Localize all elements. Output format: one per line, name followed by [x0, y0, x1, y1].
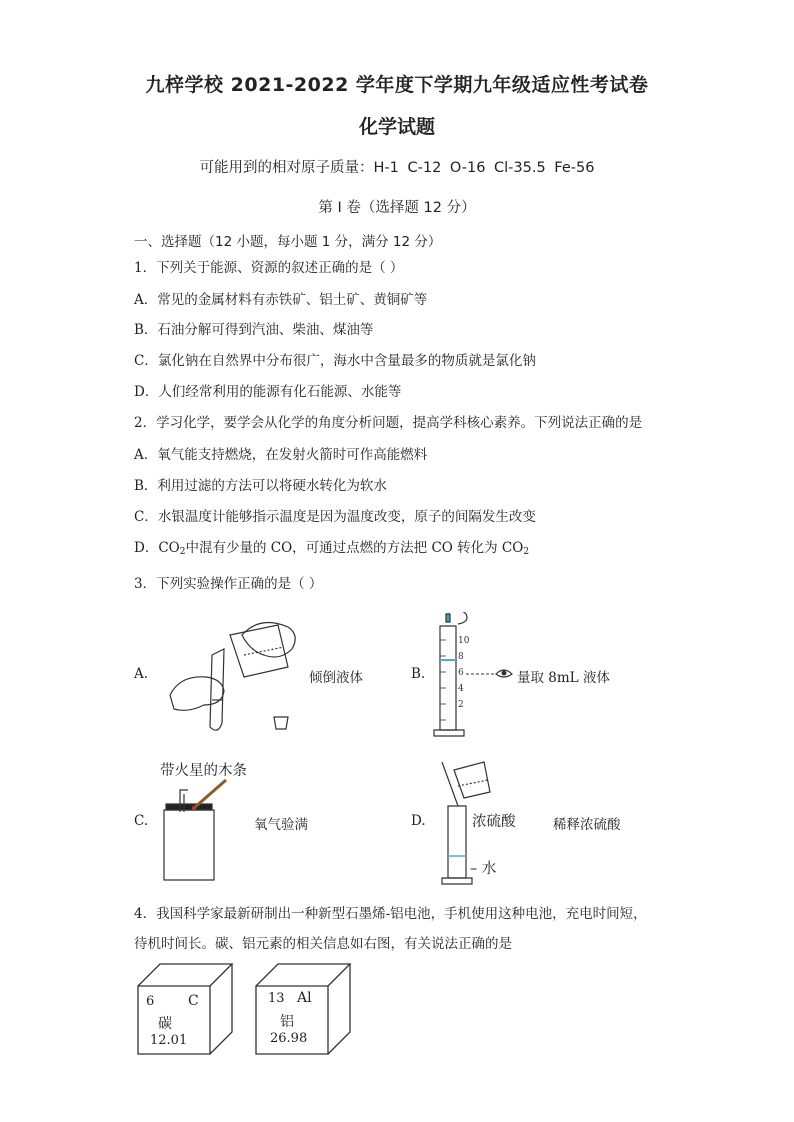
upper-hand — [242, 623, 295, 658]
q2-stem: 2．学习化学，要学会从化学的角度分析问题，提高学科核心素养。下列说法正确的是 — [134, 415, 643, 431]
exam-title: 九梓学校 2021-2022 学年度下学期九年级适应性考试卷 — [145, 74, 649, 96]
q3-fig-d-label: D. — [411, 813, 426, 829]
dropper — [446, 614, 450, 622]
q4-stem-line2: 待机时间长。碳、铝元素的相关信息如右图，有关说法正确的是 — [134, 936, 512, 952]
beaker — [230, 625, 288, 677]
part-heading: 第 I 卷（选择题 12 分） — [318, 200, 476, 216]
glass-rod — [442, 762, 458, 806]
q1-stem: 1．下列关于能源、资源的叙述正确的是（ ） — [134, 260, 404, 276]
cylinder-base — [434, 730, 464, 736]
section-heading: 一、选择题（12 小题，每小题 1 分，满分 12 分） — [134, 234, 442, 250]
q2-option-c: C．水银温度计能够指示温度是因为温度改变，原子的间隔发生改变 — [134, 509, 536, 525]
carbon-mass: 12.01 — [150, 1033, 188, 1048]
q2-option-d — [134, 536, 529, 557]
acid-label: 浓硫酸 — [472, 814, 516, 830]
water-label: – 水 — [470, 861, 497, 877]
cylinder — [448, 806, 466, 878]
carbon-name: 碳 — [158, 1016, 172, 1032]
q2-option-a: A．氧气能支持燃烧，在发射火箭时可作高能燃料 — [134, 447, 428, 463]
q1-option-a: A．常见的金属材料有赤铁矿、铝土矿、黄铜矿等 — [134, 292, 428, 308]
q4-stem-line1: 4．我国科学家最新研制出一种新型石墨烯-铝电池，手机使用这种电池，充电时间短， — [134, 906, 647, 922]
q3-fig-d-caption: 稀释浓硫酸 — [553, 817, 621, 833]
lower-hand — [170, 677, 224, 711]
atomic-masses: 可能用到的相对原子质量：H-1 C-12 O-16 Cl-35.5 Fe-56 — [199, 160, 595, 176]
scale-2: 2 — [458, 700, 464, 710]
pouring-liquid-figure — [160, 605, 310, 735]
stopper — [274, 717, 288, 729]
water-label-text: 水 — [481, 861, 497, 877]
aluminium-symbol: Al — [297, 990, 312, 1006]
scale-10: 10 — [458, 636, 470, 646]
q3-stem: 3．下列实验操作正确的是（ ） — [134, 576, 323, 592]
q3-fig-c-top-text: 带火星的木条 — [160, 763, 247, 779]
dropper-hand — [448, 612, 467, 624]
q2-option-d-sub1: 2 — [179, 547, 186, 557]
q2-option-b: B．利用过滤的方法可以将硬水转化为软水 — [134, 478, 387, 494]
scale-8: 8 — [458, 652, 464, 662]
q1-option-c: C．氯化钠在自然界中分布很广，海水中含量最多的物质就是氯化钠 — [134, 353, 536, 369]
q2-option-d-mid: 中混有少量的 CO，可通过点燃的方法把 CO 转化为 CO — [185, 540, 524, 556]
eye-icon — [466, 664, 514, 684]
bottle-mouth — [166, 804, 212, 810]
carbon-number: 6 — [146, 994, 155, 1009]
acid-beaker — [454, 762, 490, 798]
q3-fig-a-caption: 倾倒液体 — [309, 670, 363, 686]
scale-6: 6 — [458, 668, 464, 678]
exam-subtitle: 化学试题 — [358, 116, 435, 138]
q3-fig-c-caption: 氧气验满 — [254, 817, 308, 833]
q2-option-d-prefix: D．CO — [134, 540, 180, 556]
cylinder-body — [440, 626, 456, 730]
q1-option-b: B．石油分解可得到汽油、柴油、煤油等 — [134, 322, 374, 338]
carbon-symbol: C — [188, 993, 199, 1009]
aluminium-mass: 26.98 — [270, 1031, 308, 1046]
scale-4: 4 — [458, 684, 464, 694]
q3-fig-b-label: B. — [411, 666, 426, 682]
q3-fig-c-label: C. — [134, 813, 149, 829]
q3-fig-b-caption: 量取 8mL 液体 — [517, 670, 610, 686]
q1-option-d: D．人们经常利用的能源有化石能源、水能等 — [134, 384, 402, 400]
test-tube — [210, 649, 224, 730]
q3-fig-a-label: A. — [134, 666, 149, 682]
oxygen-test-figure — [150, 778, 250, 888]
gas-bottle — [164, 810, 214, 880]
q2-option-d-sub2: 2 — [523, 547, 530, 557]
aluminium-number: 13 — [268, 991, 285, 1006]
aluminium-name: 铝 — [280, 1014, 294, 1030]
